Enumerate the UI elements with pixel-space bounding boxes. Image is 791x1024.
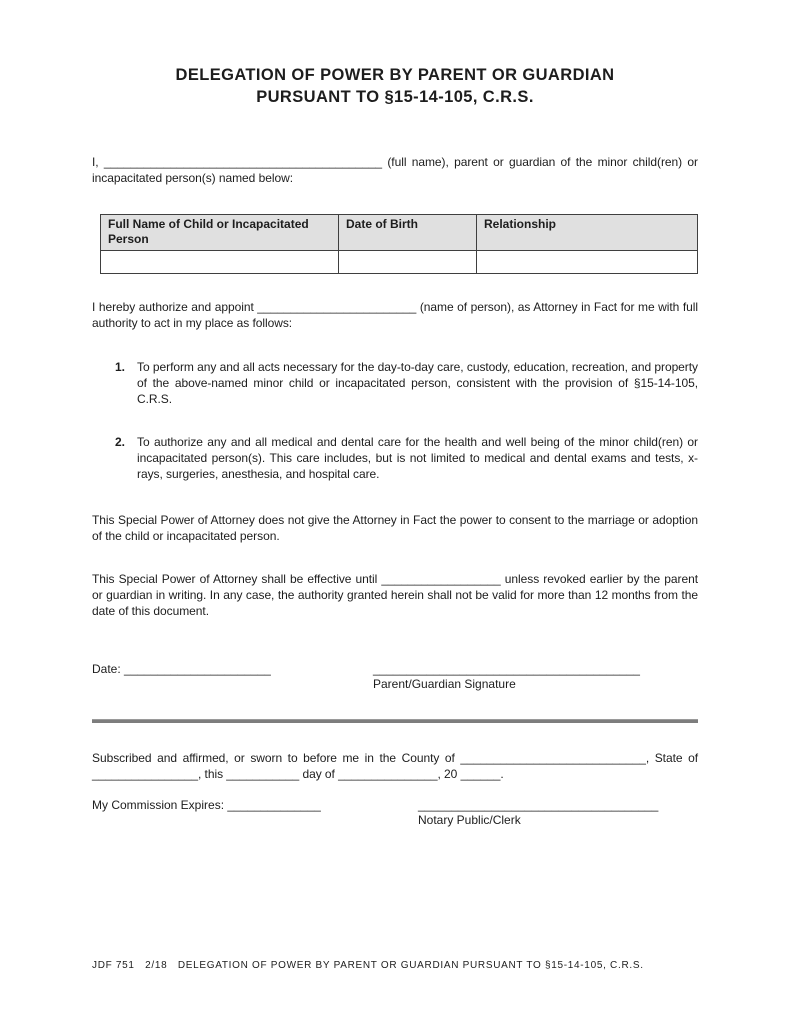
effective-paragraph: This Special Power of Attorney shall be effective until __________________ unless revoked earlier by the parent or guardian in writing. In any case, the authority granted herein shall not be valid for more than 12 months from the date of this document. bbox=[92, 572, 698, 618]
signature-row bbox=[92, 661, 698, 692]
power-item-1-number: 1. bbox=[115, 360, 126, 374]
signature-field bbox=[373, 661, 698, 692]
title-line-2: PURSUANT TO §15-14-105, C.R.S. bbox=[256, 88, 534, 106]
appointment-paragraph: I hereby authorize and appoint ________________________ (name of person), as Attorney in Fact for me with full authority to act in my place as follows: bbox=[92, 300, 698, 330]
notary-row bbox=[92, 797, 698, 828]
cell-relationship bbox=[477, 251, 698, 274]
table-row bbox=[101, 251, 698, 274]
date-blank-line: ______________________ bbox=[124, 662, 271, 676]
signature-blank-line: ________________________________________ bbox=[373, 662, 640, 676]
signature-caption: Parent/Guardian Signature bbox=[373, 677, 516, 691]
cell-date-of-birth bbox=[339, 251, 477, 274]
date-field bbox=[92, 661, 373, 692]
power-item-2 bbox=[115, 434, 698, 482]
intro-paragraph: I, __________________________________________ (full name), parent or guardian of the minor child(ren) or incapacitated person(s) named below: bbox=[92, 155, 698, 185]
power-item-1-text: To perform any and all acts necessary for the day-to-day care, custody, education, recreation, and property of the above-named minor child or incapacitated person, consistent with the provision of §15-14-105, C.R.S. bbox=[137, 360, 698, 406]
table-header-row bbox=[101, 215, 698, 251]
notary-caption: Notary Public/Clerk bbox=[418, 813, 521, 827]
title-line-1: DELEGATION OF POWER BY PARENT OR GUARDIAN bbox=[175, 66, 615, 84]
children-table bbox=[100, 214, 698, 274]
commission-blank-line: ______________ bbox=[227, 798, 321, 812]
power-item-1 bbox=[115, 359, 698, 407]
date-label: Date: bbox=[92, 662, 121, 676]
section-divider bbox=[92, 719, 698, 723]
column-header-date-of-birth: Date of Birth bbox=[339, 215, 477, 251]
column-header-relationship: Relationship bbox=[477, 215, 698, 251]
commission-expires-label: My Commission Expires: bbox=[92, 798, 225, 812]
notary-signature-field bbox=[418, 797, 698, 828]
cell-full-name bbox=[101, 251, 339, 274]
notary-affirmation-paragraph: Subscribed and affirmed, or sworn to before me in the County of ____________________________, State of ________________, this ___________ day of _______________, 20 ______. bbox=[92, 751, 698, 781]
power-item-2-number: 2. bbox=[115, 435, 126, 449]
notary-blank-line: ____________________________________ bbox=[418, 798, 659, 812]
footer-form-number: JDF 751 2/18 DELEGATION OF POWER BY PARENT OR GUARDIAN PURSUANT TO §15-14-105, C.R.S. bbox=[92, 960, 644, 971]
commission-expires-field bbox=[92, 797, 418, 828]
limitation-paragraph: This Special Power of Attorney does not give the Attorney in Fact the power to consent to the marriage or adoption of the child or incapacitated person. bbox=[92, 513, 698, 543]
column-header-full-name: Full Name of Child or Incapacitated Person bbox=[101, 215, 339, 251]
powers-list bbox=[92, 359, 698, 482]
power-item-2-text: To authorize any and all medical and dental care for the health and well being of the minor child(ren) or incapacitated person(s). This care includes, but is not limited to medical and dental exams and tests, x-rays, surgeries, anesthesia, and hospital care. bbox=[137, 435, 698, 481]
document-title bbox=[92, 64, 698, 108]
